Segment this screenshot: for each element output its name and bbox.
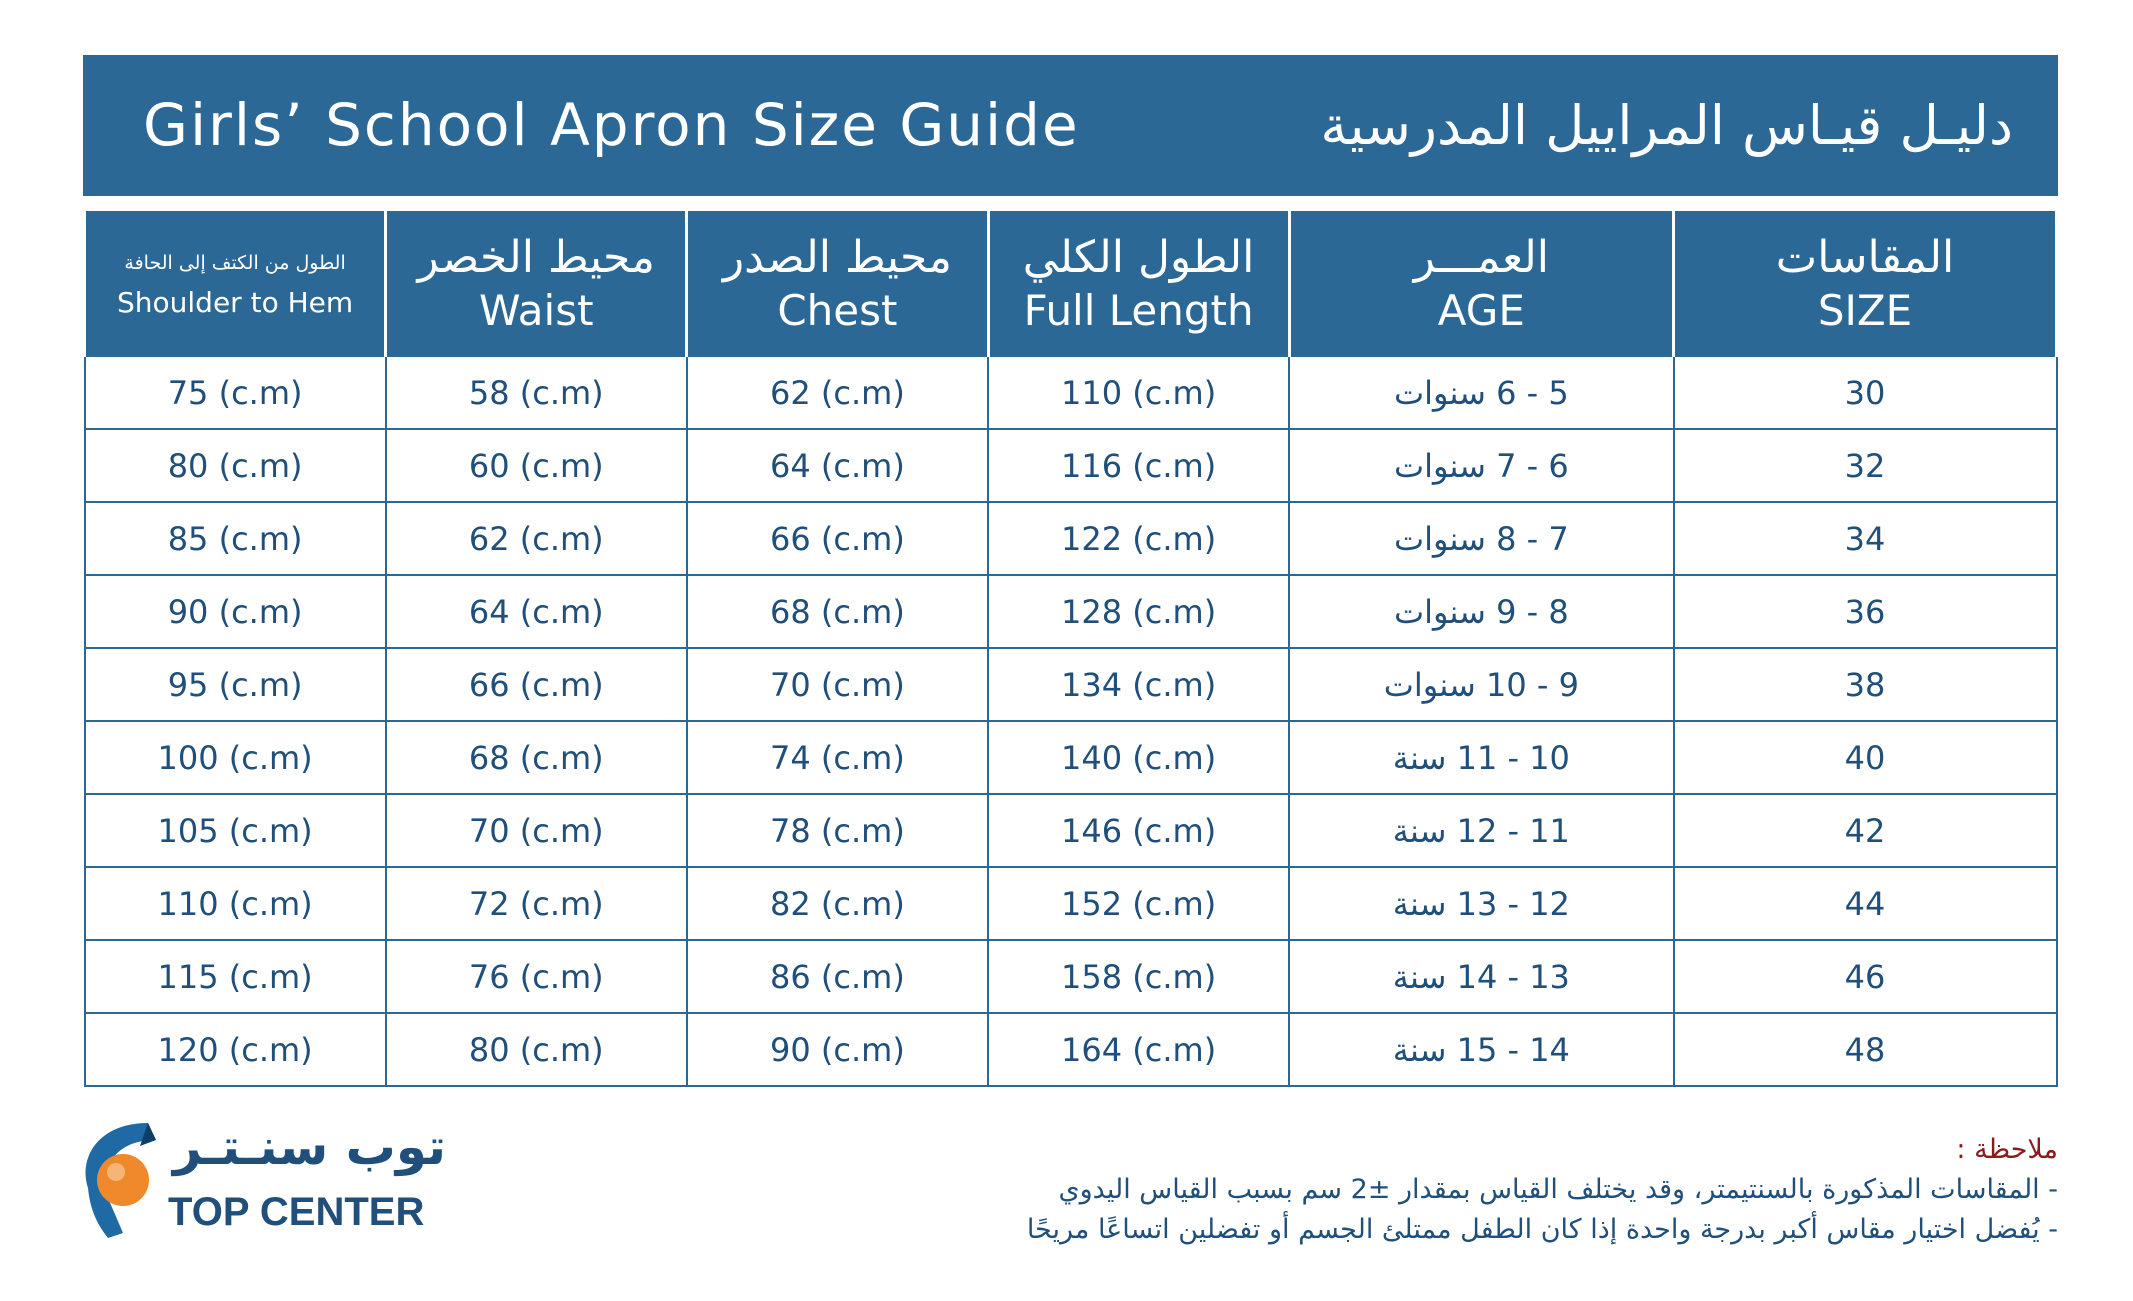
header-size <box>1674 211 2057 356</box>
cell-size: 46 <box>1674 940 2057 1013</box>
table-row <box>85 575 2057 648</box>
cell-waist: 62 (c.m) <box>386 502 687 575</box>
table-row <box>85 356 2057 429</box>
cell-shoulder: 110 (c.m) <box>85 867 386 940</box>
header-age <box>1289 211 1673 356</box>
cell-chest: 90 (c.m) <box>687 1013 988 1086</box>
cell-shoulder: 75 (c.m) <box>85 356 386 429</box>
cell-age: 14 - 15 سنة <box>1289 1013 1673 1086</box>
header-en: Waist <box>478 286 594 335</box>
header-en: Chest <box>777 286 898 335</box>
table-row <box>85 502 2057 575</box>
table-row <box>85 648 2057 721</box>
cell-size: 32 <box>1674 429 2057 502</box>
cell-waist: 76 (c.m) <box>386 940 687 1013</box>
cell-size: 36 <box>1674 575 2057 648</box>
cell-waist: 60 (c.m) <box>386 429 687 502</box>
cell-size: 42 <box>1674 794 2057 867</box>
cell-age: 6 - 7 سنوات <box>1289 429 1673 502</box>
cell-shoulder: 120 (c.m) <box>85 1013 386 1086</box>
table-header-row <box>85 211 2057 356</box>
cell-age: 12 - 13 سنة <box>1289 867 1673 940</box>
cell-length: 116 (c.m) <box>988 429 1289 502</box>
note-line: - المقاسات المذكورة بالسنتيمتر، وقد يختلف القياس بمقدار ±2 سم بسبب القياس اليدوي <box>1058 1174 2058 1205</box>
cell-shoulder: 100 (c.m) <box>85 721 386 794</box>
cell-age: 11 - 12 سنة <box>1289 794 1673 867</box>
cell-size: 38 <box>1674 648 2057 721</box>
title-banner <box>83 55 2058 196</box>
cell-size: 30 <box>1674 356 2057 429</box>
top-center-logo <box>78 1118 447 1238</box>
header-en: Full Length <box>1023 286 1254 335</box>
cell-chest: 82 (c.m) <box>687 867 988 940</box>
cell-shoulder: 80 (c.m) <box>85 429 386 502</box>
cell-chest: 78 (c.m) <box>687 794 988 867</box>
table-row <box>85 867 2057 940</box>
cell-waist: 58 (c.m) <box>386 356 687 429</box>
cell-waist: 64 (c.m) <box>386 575 687 648</box>
cell-length: 110 (c.m) <box>988 356 1289 429</box>
header-en: Shoulder to Hem <box>117 286 354 319</box>
header-chest <box>687 211 988 356</box>
table-row <box>85 429 2057 502</box>
header-ar: الطول من الكتف إلى الحافة <box>124 252 346 274</box>
cell-length: 152 (c.m) <box>988 867 1289 940</box>
note-section <box>858 1130 2058 1250</box>
cell-age: 13 - 14 سنة <box>1289 940 1673 1013</box>
cell-waist: 72 (c.m) <box>386 867 687 940</box>
cell-chest: 86 (c.m) <box>687 940 988 1013</box>
note-title: ملاحظة : <box>1956 1134 2058 1165</box>
cell-chest: 74 (c.m) <box>687 721 988 794</box>
table-row <box>85 721 2057 794</box>
cell-waist: 70 (c.m) <box>386 794 687 867</box>
cell-chest: 64 (c.m) <box>687 429 988 502</box>
cell-shoulder: 90 (c.m) <box>85 575 386 648</box>
header-ar: محيط الصدر <box>722 232 952 283</box>
cell-length: 146 (c.m) <box>988 794 1289 867</box>
header-ar: الطول الكلي <box>1022 232 1255 283</box>
cell-age: 10 - 11 سنة <box>1289 721 1673 794</box>
table-row <box>85 1013 2057 1086</box>
cell-age: 9 - 10 سنوات <box>1289 648 1673 721</box>
header-ar: العمـــر <box>1413 232 1549 283</box>
cell-size: 40 <box>1674 721 2057 794</box>
cell-chest: 66 (c.m) <box>687 502 988 575</box>
header-ar: محيط الخصر <box>417 232 655 283</box>
cell-shoulder: 95 (c.m) <box>85 648 386 721</box>
cell-age: 8 - 9 سنوات <box>1289 575 1673 648</box>
cell-waist: 80 (c.m) <box>386 1013 687 1086</box>
cell-waist: 68 (c.m) <box>386 721 687 794</box>
cell-size: 48 <box>1674 1013 2057 1086</box>
cell-length: 158 (c.m) <box>988 940 1289 1013</box>
header-ar: المقاسات <box>1775 232 1955 283</box>
header-shoulder-to-hem <box>85 211 386 356</box>
table-row <box>85 940 2057 1013</box>
size-table <box>83 211 2058 1087</box>
cell-size: 44 <box>1674 867 2057 940</box>
cell-length: 122 (c.m) <box>988 502 1289 575</box>
header-en: SIZE <box>1817 286 1913 335</box>
cell-length: 164 (c.m) <box>988 1013 1289 1086</box>
note-line: - يُفضل اختيار مقاس أكبر بدرجة واحدة إذا كان الطفل ممتلئ الجسم أو تفضلين اتساعًا مريحًا <box>1026 1214 2058 1245</box>
table-row <box>85 794 2057 867</box>
cell-chest: 68 (c.m) <box>687 575 988 648</box>
cell-size: 34 <box>1674 502 2057 575</box>
title-english: Girls’ School Apron Size Guide <box>143 91 1080 159</box>
cell-chest: 62 (c.m) <box>687 356 988 429</box>
cell-waist: 66 (c.m) <box>386 648 687 721</box>
logo-name-english: TOP CENTER <box>168 1190 425 1234</box>
header-full-length <box>988 211 1289 356</box>
logo-name-arabic: توب سنـتـر <box>173 1118 447 1176</box>
cell-age: 5 - 6 سنوات <box>1289 356 1673 429</box>
cell-age: 7 - 8 سنوات <box>1289 502 1673 575</box>
cell-shoulder: 115 (c.m) <box>85 940 386 1013</box>
cell-length: 134 (c.m) <box>988 648 1289 721</box>
header-waist <box>386 211 687 356</box>
title-arabic: دليـل قيـاس المراييل المدرسية <box>1320 94 2013 157</box>
cell-length: 140 (c.m) <box>988 721 1289 794</box>
logo-mark-icon <box>78 1118 168 1238</box>
cell-shoulder: 85 (c.m) <box>85 502 386 575</box>
cell-chest: 70 (c.m) <box>687 648 988 721</box>
cell-shoulder: 105 (c.m) <box>85 794 386 867</box>
cell-length: 128 (c.m) <box>988 575 1289 648</box>
header-en: AGE <box>1437 286 1525 335</box>
